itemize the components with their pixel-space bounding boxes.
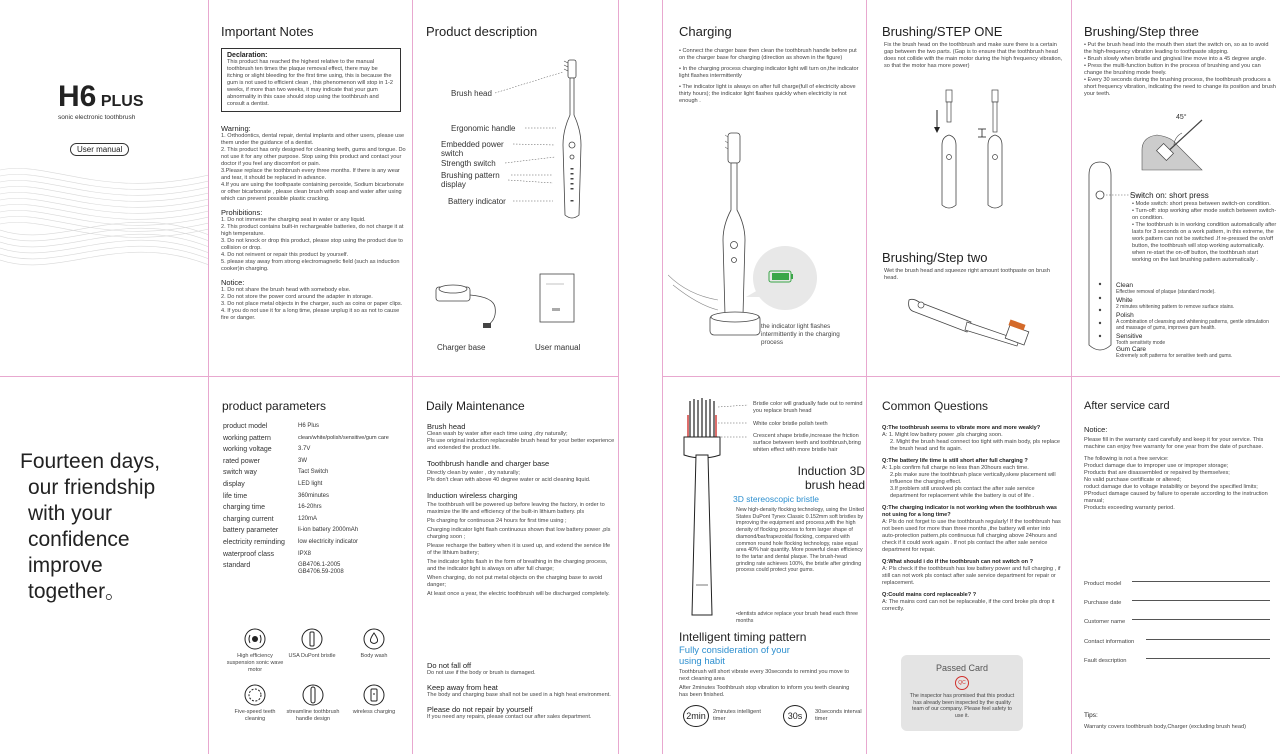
maintenance-title: Daily Maintenance — [426, 399, 525, 413]
step-three-bullet: • Every 30 seconds during the brushing process, the toothbrush produces a short frequency vibration, indicating the need to change its position and brush your teeth. — [1084, 77, 1276, 97]
switch-item: • Turn-off: stop working after mode switch between switch-on condition. — [1132, 208, 1277, 221]
param-row: switch way Tact Switch — [223, 469, 329, 477]
step-three-panel — [1072, 0, 1280, 377]
param-row: display LED light — [223, 480, 323, 488]
notice-item: 4. If you do not use it for a long time, please unplug it so as not to cause fire or danger. — [221, 308, 400, 321]
step-three-bullet: • Press the multi-function button in the process of brushing and you can change the brushing mode freely. — [1084, 63, 1261, 76]
declaration-text: This product has reached the highest relative to the manual toothbrush ten times the plaque removal effect, there may be itching or slight bleeding for the first time using, this is because the gum is not used to efficient clean , this phenomenon will stop in 1-2 weeks, if more than two weeks, it may indicate that your gum abnormality in this case should stop using the toothbrush and consult a dentist. — [227, 59, 393, 107]
charging-bullet: • The indicator light is always on after full charge(full of electricity above thirty hours); the indicator light flashes quickly when electricity is not enough . — [679, 84, 856, 104]
brush-head-panel — [662, 377, 867, 754]
maint-wireless-title: Induction wireless charging — [427, 491, 518, 500]
maint-text: Directly clean by water , dry naturally; — [427, 470, 520, 476]
label-ergonomic-handle: Ergonomic handle — [451, 124, 516, 133]
slogan-line: our friendship — [28, 476, 156, 499]
brush-head-desc: New high-density flocking technology, using the United States DuPont Tynex Classic 0.152mm soft bristles by improving the equipment and process,with the high density of flocking process to form larger shape of diamond/bar/trapezoidal flocking, compared with common round hole flocking technology, raise equal area 40% hair quantity. More powerful clean efficiency to the tartar and dental plaque. The brush-head grinding rate achieves 100%, the bristle after grinding process could protect your gums. — [736, 507, 864, 574]
after-service-panel — [1072, 377, 1280, 754]
brand-suffix: PLUS — [100, 93, 144, 110]
timer-30s-badge: 30s — [783, 705, 807, 727]
maint-text: If you need any repairs, please contact our after sales department. — [427, 714, 592, 720]
parameters-title: product parameters — [222, 399, 327, 413]
warning-item: 1. Orthodontics, dental repair, dental implants and other users, please use them under the guidance of a dentist. — [221, 133, 405, 146]
brushing-steps-panel — [867, 0, 1072, 377]
timer-2min-badge: 2min — [683, 705, 709, 727]
label-strength-switch: Strength switch — [441, 159, 496, 168]
brush-callout: Bristle color will gradually fade out to remind you replace brush head — [753, 401, 863, 414]
field-product-model[interactable]: Product model — [1084, 572, 1270, 582]
maintenance-panel — [413, 377, 619, 754]
param-row: waterproof class IPX8 — [223, 550, 312, 558]
slogan-line: improve — [28, 554, 103, 577]
sonic-wave-icon — [243, 627, 267, 651]
param-row: product model H6 Plus — [223, 423, 320, 430]
charging-illustration — [668, 125, 818, 355]
feature-wireless: wireless charging — [349, 683, 399, 716]
question-item: Q:The toothbrush seems to vibrate more and more weakly? A: 1. Might low battery power ,pls charging soon. 2. Might the brush head connect too tight with main body, pls replace the brush head and fix again. — [882, 425, 1060, 452]
question-item: Q:The battery life time is still short after full charging ? A: 1.pls confirm full charge no less than 20hours each time. 2.pls make sure the toothbrush place vertically,skew placement will influence the charging effect. 3.If problem still unsolved pls contact the after sale service department for replacement while the battery is out of life . — [882, 458, 1056, 499]
tips-title: Tips: — [1084, 712, 1098, 719]
param-row: charging current 120mA — [223, 515, 318, 523]
warning-item: 2. This product has only designed for cleaning teeth, gums and tongue. Do not use it for any other purpose. Stop using this product and contact your doctor if you feel any discomfort or pain. — [221, 147, 406, 167]
maint-text: Pls don't clean with above 40 degree water or acid cleaning liquid. — [427, 477, 591, 483]
passed-card-title: Passed Card — [935, 663, 989, 673]
timing-text: After 2minutes Toothbrush stop vibration to inform you teeth cleaning has been finished. — [679, 685, 850, 698]
label-pattern-display: Brushing pattern display — [441, 171, 500, 189]
maint-fall-title: Do not fall off — [427, 661, 472, 670]
charging-bullet: • Connect the charger base then clean the toothbrush handle before put on the charger base for charging (direction as shown in the figure) — [679, 48, 857, 61]
prohibition-item: 2. This product contains built-in rechargeable batteries, do not charge it at high temperature. — [221, 224, 404, 237]
parameters-table — [223, 421, 411, 576]
common-questions-panel — [867, 377, 1072, 754]
charging-caption: the indicator light flashes intermittently in the charging process — [761, 323, 840, 346]
param-row: GB4706.59-2008 — [298, 569, 344, 576]
product-description-panel — [413, 0, 619, 377]
not-free-item: Product damage due to improper use or improper storage; — [1084, 463, 1229, 469]
service-title: After service card — [1084, 400, 1170, 412]
service-notice-text: Please fill in the warranty card carefully and keep it for your service. This machine can enjoy free warranty for one year from the date of purchase. — [1084, 437, 1264, 450]
service-notice-title: Notice: — [1084, 425, 1108, 434]
maint-text: Pls use original induction replaceable brush head for your better experience and extended the product life. — [427, 438, 615, 451]
field-purchase-date[interactable]: Purchase date — [1084, 591, 1270, 601]
question-item: Q:Could mains cord replaceable? ? A: The mains cord can not be replaceable, if the cord broke pls drop it correctly. — [882, 592, 1055, 612]
param-row: working voltage 3.7V — [223, 446, 311, 454]
charging-title: Charging — [679, 24, 732, 39]
qc-stamp-icon: QC — [955, 676, 969, 690]
feature-streamline: streamline toothbrush handle design — [281, 683, 345, 723]
mode-clean: Clean Effective removal of plaque (standard mode). — [1116, 282, 1216, 295]
maint-text: Pls charging for continuous 24 hours for first time using ; — [427, 518, 567, 524]
maint-text: Do not use if the body or brush is damaged. — [427, 670, 536, 676]
tips-text: Warranty covers toothbrush body,Charger (excluding brush head) — [1084, 724, 1246, 730]
questions-title: Common Questions — [882, 399, 989, 413]
step-three-bullet: • Put the brush head into the mouth then start the switch on, so as to avoid the high-frequency vibration leading to toothpaste slipping. — [1084, 42, 1269, 55]
declaration-title: Declaration: — [227, 52, 268, 59]
notice-item: 1. Do not share the brush head with somebody else. — [221, 287, 351, 293]
switch-item: • The toothbrush is in working condition automatically after lasts for 3 seconds on a work pattern, in this extreme, the work pattern can not be switched .If re-pressed the on/off button, the toothbrush will stop working automatically. when re-start the on-off button, the toothbrush start working on the last brushing pattern automatically . — [1132, 222, 1277, 263]
field-fault-description[interactable]: Fault description — [1084, 649, 1270, 659]
speed-dial-icon — [243, 683, 267, 707]
notice-item: 3. Do not place metal objects in the charger, such as coins or paper clips. — [221, 301, 403, 307]
maint-text: Charging indicator light flash continuous shown that low battery power ,pls charging soon ; — [427, 527, 611, 540]
not-free-title: The following is not a free service: — [1084, 456, 1169, 462]
parameters-panel — [209, 377, 413, 754]
timing-title: Intelligent timing pattern — [679, 630, 807, 644]
warning-title: Warning: — [221, 124, 251, 133]
prohibition-item: 1. Do not immerse the charging seat in water or any liquid. — [221, 217, 366, 223]
slogan-line: confidence — [28, 528, 130, 551]
notice-item: 2. Do not store the power cord around the adapter in storage. — [221, 294, 373, 300]
maint-text: At least once a year, the electric toothbrush will be discharged completely. — [427, 591, 610, 597]
step-three-title: Brushing/Step three — [1084, 24, 1199, 39]
maint-text: The body and charging base shall not be used in a high heat environment. — [427, 692, 611, 698]
maint-heat-title: Keep away from heat — [427, 683, 498, 692]
switch-title: Switch on: short press — [1130, 191, 1209, 200]
important-notes-title: Important Notes — [221, 24, 314, 39]
label-power-switch: Embedded power switch — [441, 140, 504, 158]
timer-2min-text: 2minutes intelligent timer — [713, 709, 761, 722]
question-item: Q:What should i do if the toothbrush can not switch on ? A: Pls check if the toothbrush has low battery power and full charging , if still can not work pls contact after sale service department for repair or replacement. — [882, 559, 1061, 586]
user-manual-badge: User manual — [70, 143, 129, 156]
not-free-item: roduct damage due to voltage instability or beyond the specified limits; — [1084, 484, 1258, 490]
angle-illustration — [1132, 115, 1222, 180]
maint-text: When charging, do not put metal objects on the charging base to avoid danger; — [427, 575, 603, 588]
param-row: life time 360minutes — [223, 492, 330, 500]
prohibition-item: 5. please stay away from strong electromagnetic field (such as induction cooker)in charging. — [221, 259, 400, 272]
brush-head-note: •dentists advice replace your brush head each three months — [736, 611, 858, 624]
wave-decoration — [0, 0, 209, 377]
not-free-item: Products exceeding warranty period. — [1084, 505, 1175, 511]
feature-body-wash: Body wash — [349, 627, 399, 660]
brush-callout: Crescent shape bristle,increase the friction surface between teeth and toothbrush,bring whiten effect with more bristle hair — [753, 433, 861, 453]
prohibition-item: 4. Do not reinvent or repair this product by yourself. — [221, 252, 349, 258]
charging-panel — [662, 0, 867, 377]
angle-label: 45° — [1176, 114, 1187, 121]
not-free-item: PProduct damage caused by failure to operate according to the instruction manual; — [1084, 491, 1268, 504]
slogan-line: Fourteen days, — [20, 450, 161, 473]
slogan-line: with your — [28, 502, 113, 525]
brand-name: H6 — [58, 80, 97, 113]
induction-title: Induction 3D brush head — [797, 464, 865, 492]
bristle-icon — [300, 627, 324, 651]
feature-bristle: USA DuPont bristle — [287, 627, 337, 660]
param-row: working pattern clean/white/polish/sensitive/gum care — [223, 434, 389, 442]
charger-base-icon — [433, 277, 533, 337]
water-drop-icon — [362, 627, 386, 651]
wireless-charging-icon — [362, 683, 386, 707]
slogan-panel — [0, 377, 209, 754]
passed-card-text: The inspector has promised that this product has already been inspected by the quality team of our company. Please feel safety to use it. — [909, 693, 1015, 719]
maint-text: The indicator lights flash in the form of breathing in the charging process, and the indicator light is always on after full charge; — [427, 559, 608, 572]
feature-five-speed: Five-speed teeth cleaning — [225, 683, 285, 723]
step-three-bullet: • Brush slowly when bristle and gingival line move into a 45 degree angle. — [1084, 56, 1266, 62]
prohibitions-title: Prohibitions: — [221, 208, 263, 217]
maint-repair-title: Please do not repair by yourself — [427, 705, 533, 714]
feature-motor: High efficiency suspension sonic wave motor — [225, 627, 285, 674]
timing-text: Toothbrush will short vibrate every 30seconds to remind you move to next cleaning area — [679, 669, 850, 682]
slogan-line: together。 — [28, 580, 127, 603]
switch-item: • Mode switch: short press between switch-on condition. — [1132, 201, 1271, 207]
maint-handle-title: Toothbrush handle and charger base — [427, 459, 550, 468]
declaration-box — [221, 48, 401, 112]
param-row: standard GB4706.1-2005 — [223, 562, 341, 570]
important-notes-panel — [209, 0, 413, 377]
not-free-item: Products that are disassembled or repaired by themselves; — [1084, 470, 1230, 476]
maint-text: Clean wash by water after each time using ,dry naturally; — [427, 431, 568, 437]
param-row: electricity reminding low electricity indicator — [223, 538, 359, 546]
step-one-title: Brushing/STEP ONE — [882, 24, 1003, 39]
timing-subtitle: Fully consideration of your using habit — [679, 645, 790, 667]
param-row: charging time 16-20hrs — [223, 504, 322, 512]
stereoscopic-subtitle: 3D stereoscopic bristle — [733, 494, 819, 504]
mode-sensitive: Sensitive Tooth sensitivity mode — [1116, 333, 1166, 346]
charger-base-label: Charger base — [437, 343, 486, 352]
step-one-text: Fix the brush head on the toothbrush and make sure there is a certain gap between the two parts. (Gap is to ensure that the toothbrush head does not collide with the main motor during the high frequency vibration, so that the motor has more power) — [884, 42, 1063, 69]
mode-polish: Polish A combination of cleansing and whitening patterns, gentle stimulation and massage of gums, improves gum health. — [1116, 312, 1269, 331]
charging-bullet: • In the charging process charging indicator light will turn on,the indicator light flashes intermittently — [679, 66, 859, 79]
mode-white: White 2 minutes whitening pattern to remove surface stains. — [1116, 297, 1235, 310]
mode-gum-care: Gum Care Extremely soft patterns for sensitive teeth and gums. — [1116, 346, 1233, 359]
step-two-title: Brushing/Step two — [882, 250, 988, 265]
cover-panel — [0, 0, 209, 377]
maint-text: Please recharge the battery when it is used up, and extend the service life of the lithium battery; — [427, 543, 611, 556]
handle-icon — [301, 683, 325, 707]
param-row: battery parameter li-ion battery 2000mAh — [223, 527, 359, 535]
param-row: rated power 3W — [223, 457, 307, 465]
label-brush-head: Brush head — [451, 89, 492, 98]
label-battery-indicator: Battery indicator — [448, 197, 506, 206]
timer-30s-text: 30seconds interval timer — [815, 709, 862, 722]
warning-item: 4.If you are using the toothpaste containing peroxide, Sodium bicarbonate or other bicarbonate , please clean brush with soap and water after using which can prevent possible plastic cracking. — [221, 182, 404, 202]
manual-booklet-icon — [538, 272, 578, 326]
product-description-title: Product description — [426, 24, 538, 39]
field-contact-information[interactable]: Contact information — [1084, 630, 1270, 640]
passed-card — [901, 655, 1023, 731]
step-one-illustration — [932, 85, 1052, 215]
warning-item: 3.Please replace the toothbrush every three months. If there is any wear and tear, it should be replaced in advance. — [221, 168, 400, 181]
prohibition-item: 3. Do not knock or drop this product, please stop using the product due to collision or drop. — [221, 238, 403, 251]
maint-text: The toothbrush will be powered up before leaving the factory, in order to maximize the life and efficiency of the built-in lithium battery. pls — [427, 502, 605, 515]
step-two-illustration — [907, 290, 1037, 360]
field-customer-name[interactable]: Customer name — [1084, 610, 1270, 620]
not-free-item: No valid purchase certificate or altered; — [1084, 477, 1182, 483]
maint-brush-head-title: Brush head — [427, 422, 466, 431]
step-two-text: Wet the brush head and squeeze right amount toothpaste on brush head. — [884, 268, 1050, 281]
notice-title: Notice: — [221, 278, 245, 287]
user-manual-label: User manual — [535, 343, 581, 352]
brush-callout: White color bristle polish teeth — [753, 421, 828, 427]
cover-subtitle: sonic electronic toothbrush — [58, 114, 136, 121]
question-item: Q:The charging indicator is not working when the toothbrush was not using for a long time? A: Pls do not forget to use the toothbrush regularly! If the toothbrush has not been used for more than three months ,the battery will enter into auto-protection pattern,pls continuous full charging above 24hours and check if it could work again . If not pls contact the after sale service department for repair. — [882, 505, 1061, 553]
